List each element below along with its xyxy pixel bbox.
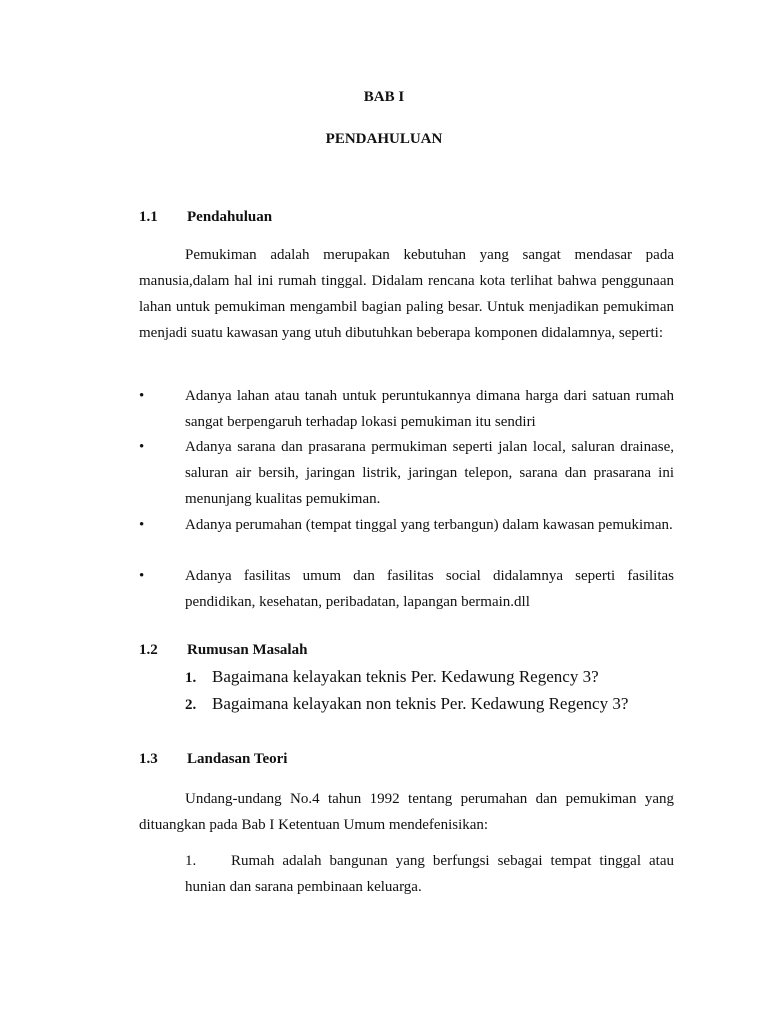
list-item-text: Adanya sarana dan prasarana permukiman seperti jalan local, saluran drainase, saluran air bersih, jaringan listrik, jaringan telepon, sarana dan prasarana ini menunjang kualitas pemukiman. [185, 439, 674, 507]
theory-paragraph [139, 786, 674, 838]
bullet-icon: • [139, 439, 145, 455]
question-number: 2. [185, 697, 197, 713]
chapter-title: PENDAHULUAN [325, 131, 443, 147]
list-item-text: Adanya lahan atau tanah untuk peruntukannya dimana harga dari satuan rumah sangat berpengaruh terhadap lokasi pemukiman itu sendiri [185, 388, 674, 430]
list-item [139, 512, 674, 538]
section-title: Rumusan Masalah [187, 642, 308, 658]
question-item [185, 694, 674, 714]
list-item-text: Adanya perumahan (tempat tinggal yang terbangun) dalam kawasan pemukiman. [185, 517, 673, 533]
list-item [139, 434, 674, 512]
definition-text: Rumah adalah bangunan yang berfungsi sebagai tempat tinggal atau hunian dan sarana pembinaan keluarga. [185, 853, 674, 895]
question-item [185, 667, 674, 687]
question-text: Bagaimana kelayakan teknis Per. Kedawung Regency 3? [212, 667, 599, 686]
question-text: Bagaimana kelayakan non teknis Per. Kedawung Regency 3? [212, 694, 629, 713]
bullet-icon: • [139, 517, 145, 533]
list-item [139, 563, 674, 615]
list-item [139, 383, 674, 435]
section-title: Pendahuluan [187, 209, 273, 225]
list-item-text: Adanya fasilitas umum dan fasilitas social didalamnya seperti fasilitas pendidikan, kesehatan, peribadatan, lapangan bermain.dll [185, 568, 674, 610]
section-heading-1-1 [139, 209, 272, 226]
section-number: 1.2 [139, 642, 158, 658]
paragraph-text: Pemukiman adalah merupakan kebutuhan yang sangat mendasar pada manusia,dalam hal ini rumah tinggal. Didalam rencana kota terlihat bahwa penggunaan lahan untuk pemukiman mengambil bagian paling besar. Untuk menjadikan pemukiman menjadi suatu kawasan yang utuh dibutuhkan beberapa komponen didalamnya, seperti: [139, 247, 674, 341]
question-number: 1. [185, 670, 197, 686]
bullet-icon: • [139, 388, 145, 404]
paragraph-text: Undang-undang No.4 tahun 1992 tentang perumahan dan pemukiman yang dituangkan pada Bab I Ketentuan Umum mendefenisikan: [139, 791, 674, 833]
chapter-label: BAB I [363, 89, 405, 105]
section-title: Landasan Teori [187, 751, 288, 767]
bullet-icon: • [139, 568, 145, 584]
intro-paragraph [139, 242, 674, 346]
definition-item [185, 848, 674, 900]
section-number: 1.1 [139, 209, 158, 225]
section-heading-1-3 [139, 751, 287, 768]
section-heading-1-2 [139, 642, 307, 659]
section-number: 1.3 [139, 751, 158, 767]
definition-number: 1. [185, 853, 197, 869]
